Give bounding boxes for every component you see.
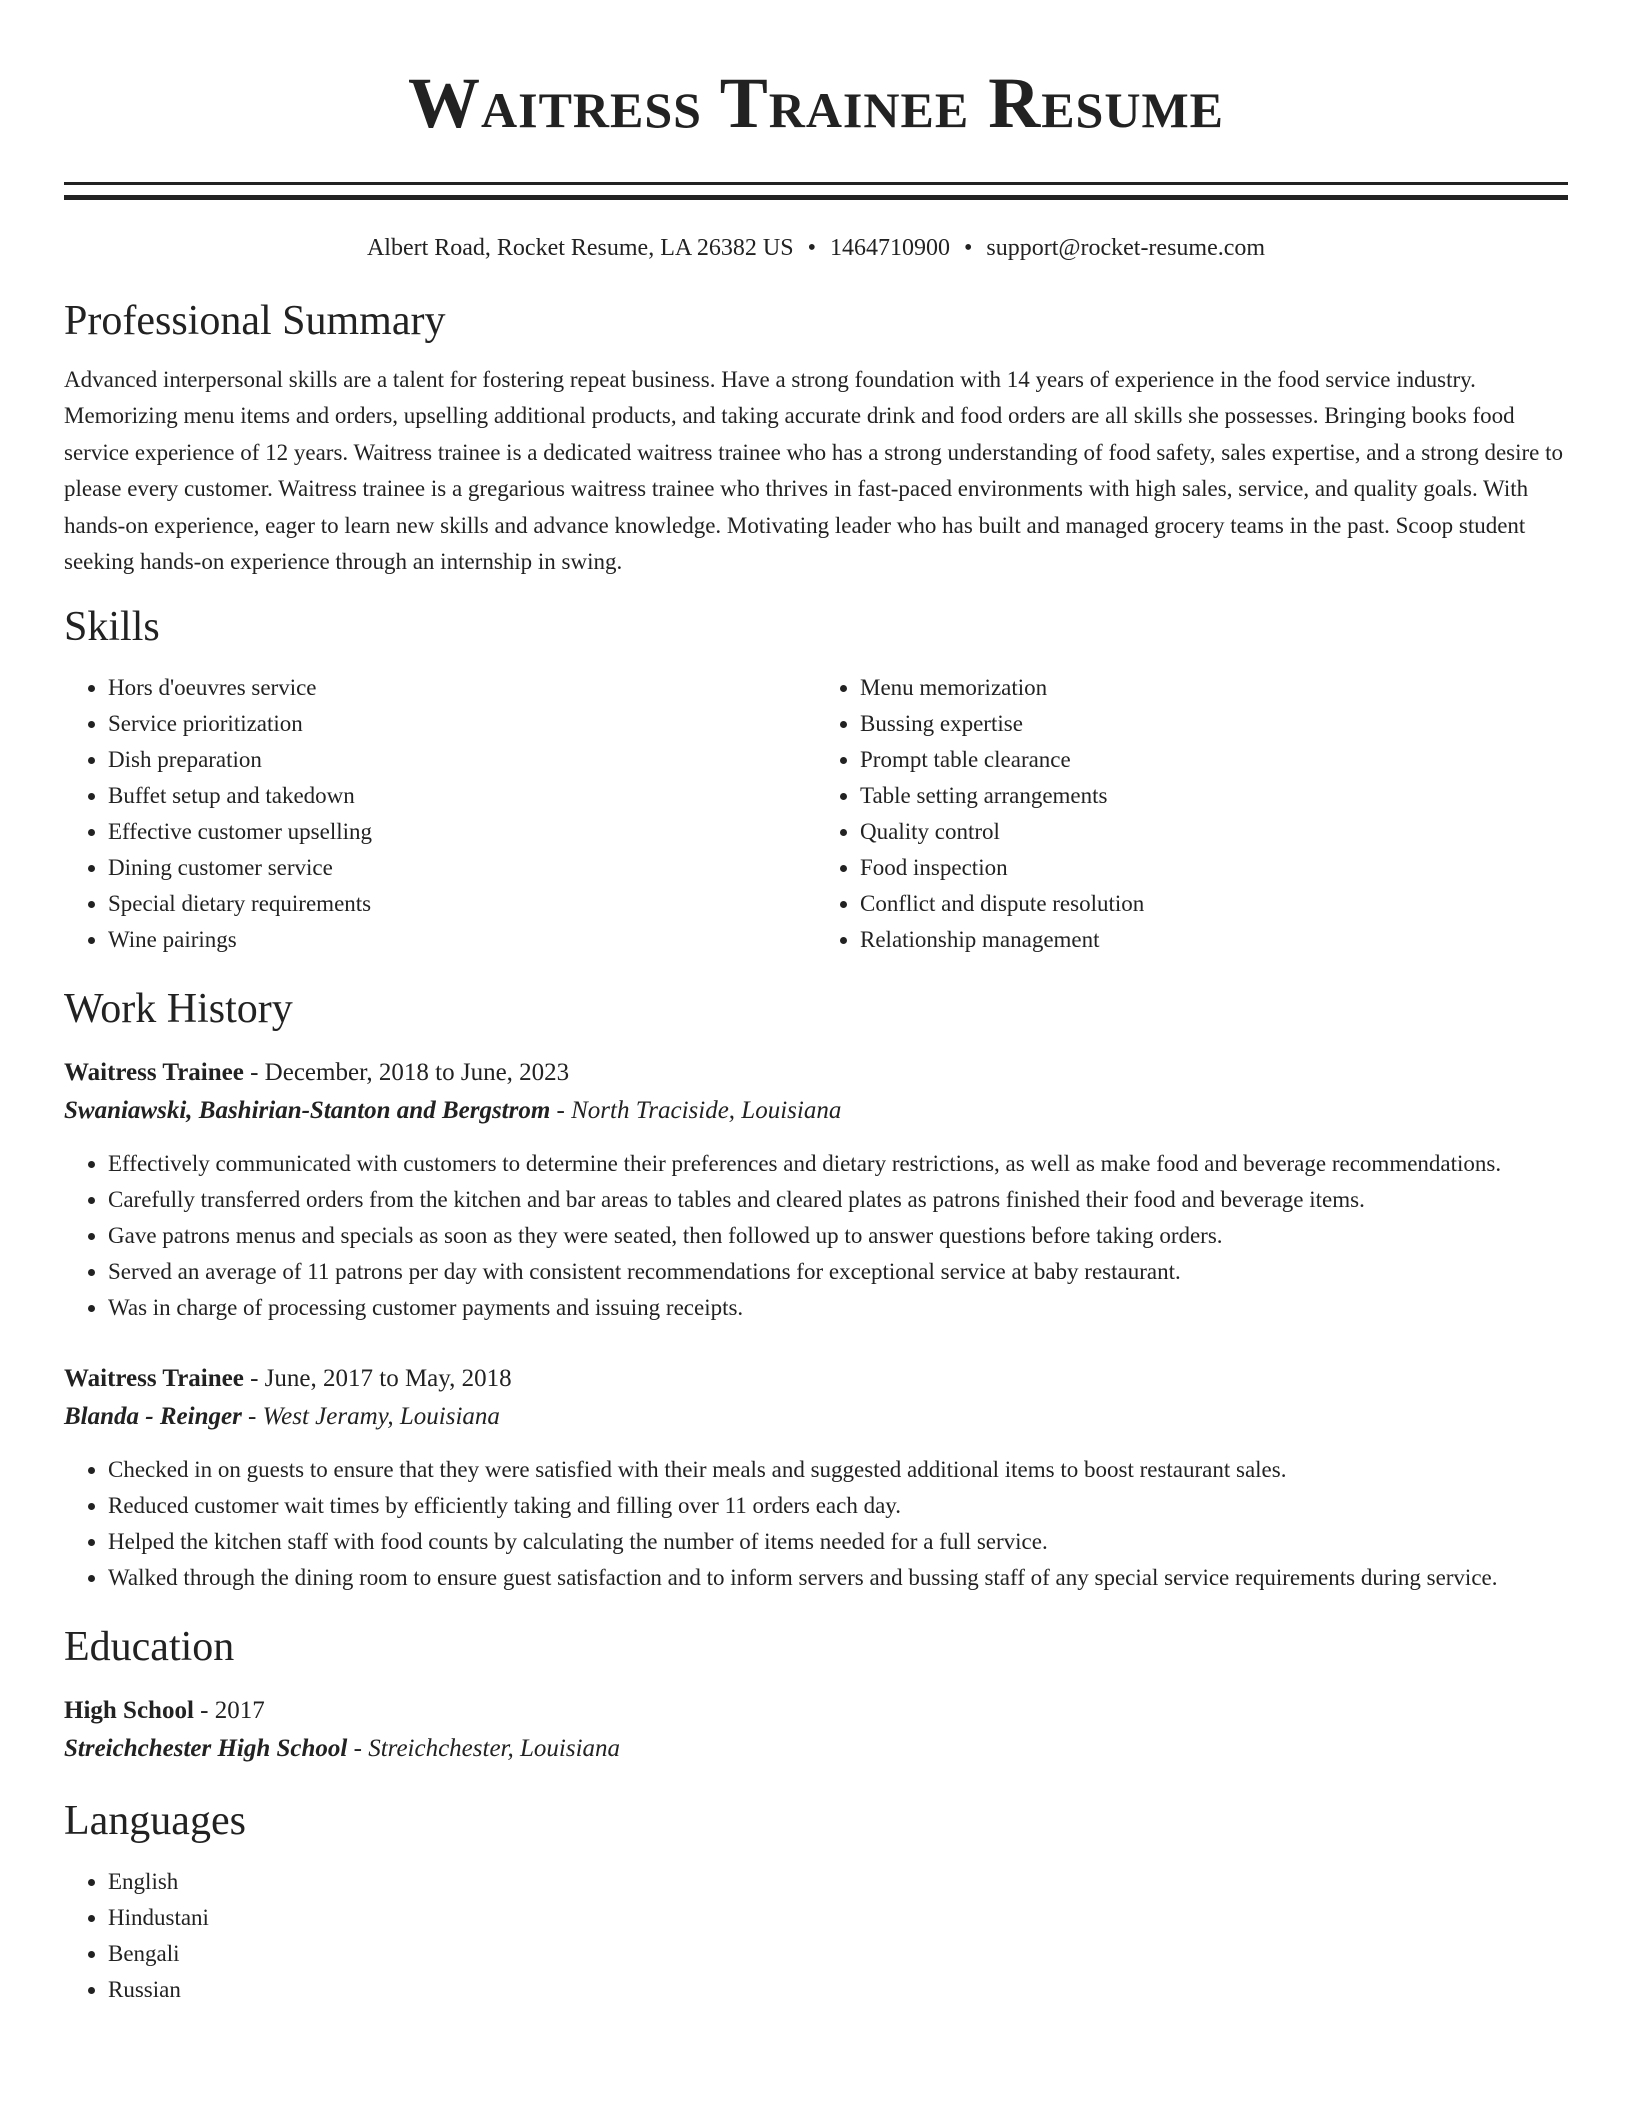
language-item: • Bengali bbox=[108, 1936, 1568, 1972]
job-bullet: • Effectively communicated with customers to determine their preferences and dietary restrictions, as well as make food and beverage recommendations. bbox=[108, 1146, 1568, 1182]
job-company-line bbox=[64, 1398, 1568, 1436]
skills-columns bbox=[64, 670, 1568, 958]
title-divider bbox=[64, 182, 1568, 200]
section-heading: Work History bbox=[64, 986, 293, 1033]
skill-item: • Wine pairings bbox=[108, 922, 816, 958]
job-bullet: • Helped the kitchen staff with food counts by calculating the number of items needed for a full service. bbox=[108, 1524, 1568, 1560]
job-bullets bbox=[64, 1452, 1568, 1596]
job-bullet: • Walked through the dining room to ensure guest satisfaction and to inform servers and bussing staff of any special service requirements during service. bbox=[108, 1560, 1568, 1596]
skill-item: • Buffet setup and takedown bbox=[108, 778, 816, 814]
job-bullets bbox=[64, 1146, 1568, 1326]
skill-item: • Food inspection bbox=[860, 850, 1568, 886]
section-heading: Skills bbox=[64, 604, 160, 651]
skills-list-right bbox=[816, 670, 1568, 958]
skill-item: • Hors d'oeuvres service bbox=[108, 670, 816, 706]
language-item: • English bbox=[108, 1864, 1568, 1900]
job-bullet: • Carefully transferred orders from the kitchen and bar areas to tables and cleared plates as patrons finished their food and beverage items. bbox=[108, 1182, 1568, 1218]
job-dates: - December, 2018 to June, 2023 bbox=[243, 1059, 570, 1087]
job-bullet: • Was in charge of processing customer payments and issuing receipts. bbox=[108, 1290, 1568, 1326]
professional-summary-section bbox=[64, 296, 1568, 580]
job-title: Waitress Trainee bbox=[64, 1059, 244, 1087]
job-entry bbox=[64, 1360, 1568, 1596]
job-location: - North Traciside, Louisiana bbox=[550, 1097, 842, 1125]
languages-section bbox=[64, 1796, 1568, 2008]
job-bullet: • Reduced customer wait times by efficiently taking and filling over 11 orders each day. bbox=[108, 1488, 1568, 1524]
skill-item: • Service prioritization bbox=[108, 706, 816, 742]
section-heading: Professional Summary bbox=[64, 298, 446, 344]
skill-item: • Special dietary requirements bbox=[108, 886, 816, 922]
skill-item: • Effective customer upselling bbox=[108, 814, 816, 850]
skill-item: • Table setting arrangements bbox=[860, 778, 1568, 814]
job-title: Waitress Trainee bbox=[64, 1365, 244, 1393]
skill-item: • Conflict and dispute resolution bbox=[860, 886, 1568, 922]
job-dates: - June, 2017 to May, 2018 bbox=[243, 1365, 512, 1393]
job-entry bbox=[64, 1054, 1568, 1326]
job-title-line bbox=[64, 1360, 1568, 1398]
job-bullet: • Checked in on guests to ensure that they were satisfied with their meals and suggested additional items to boost restaurant sales. bbox=[108, 1452, 1568, 1488]
languages-list bbox=[64, 1864, 1568, 2008]
job-company: Blanda - Reinger bbox=[64, 1403, 242, 1431]
contact-email: support@rocket-resume.com bbox=[986, 235, 1266, 261]
contact-separator: • bbox=[963, 235, 973, 261]
job-location: - West Jeramy, Louisiana bbox=[241, 1403, 500, 1431]
education-year: - 2017 bbox=[193, 1697, 265, 1725]
skill-item: • Prompt table clearance bbox=[860, 742, 1568, 778]
skill-item: • Dish preparation bbox=[108, 742, 816, 778]
contact-phone: 1464710900 bbox=[829, 235, 950, 261]
job-company: Swaniawski, Bashirian-Stanton and Bergstrom bbox=[64, 1097, 551, 1125]
education-degree: High School bbox=[64, 1697, 194, 1725]
skills-list-left bbox=[64, 670, 816, 958]
skill-item: • Dining customer service bbox=[108, 850, 816, 886]
job-bullet: • Gave patrons menus and specials as soon as they were seated, then followed up to answer questions before taking orders. bbox=[108, 1218, 1568, 1254]
education-degree-line bbox=[64, 1692, 1568, 1730]
education-location: - Streichchester, Louisiana bbox=[347, 1735, 621, 1763]
skills-section bbox=[64, 602, 1568, 958]
contact-line bbox=[64, 230, 1568, 266]
contact-separator: • bbox=[807, 235, 816, 261]
section-heading: Education bbox=[64, 1624, 235, 1671]
summary-text: Advanced interpersonal skills are a talent for fostering repeat business. Have a strong foundation with 14 years of experience in the food service industry. Memorizing menu items and orders, upselling additional products, and taking accurate drink and food orders are all skills she possesses. Bringing books food service experience of 12 years. Waitress trainee is a dedicated waitress trainee who has a strong understanding of food safety, sales expertise, and a strong desire to please every customer. Waitress trainee is a gregarious waitress trainee who thrives in fast-paced environments with high sales, service, and quality goals. With hands-on experience, eager to learn new skills and advance knowledge. Motivating leader who has built and managed grocery teams in the past. Scoop student seeking hands-on experience through an internship in swing. bbox=[64, 367, 1563, 575]
job-title-line bbox=[64, 1054, 1568, 1092]
job-bullet: • Served an average of 11 patrons per day with consistent recommendations for exceptional service at baby restaurant. bbox=[108, 1254, 1568, 1290]
skill-item: • Quality control bbox=[860, 814, 1568, 850]
resume-title: Waitress Trainee Resume bbox=[408, 63, 1224, 143]
work-history-section bbox=[64, 984, 1568, 1596]
language-item: • Hindustani bbox=[108, 1900, 1568, 1936]
skill-item: • Menu memorization bbox=[860, 670, 1568, 706]
contact-address: Albert Road, Rocket Resume, LA 26382 US bbox=[366, 235, 794, 261]
job-company-line bbox=[64, 1092, 1568, 1130]
language-item: • Russian bbox=[108, 1972, 1568, 2008]
section-heading: Languages bbox=[64, 1798, 246, 1845]
education-entry bbox=[64, 1692, 1568, 1768]
education-section bbox=[64, 1622, 1568, 1768]
education-school-line bbox=[64, 1730, 1568, 1768]
skill-item: • Relationship management bbox=[860, 922, 1568, 958]
education-school: Streichchester High School bbox=[64, 1735, 348, 1763]
skill-item: • Bussing expertise bbox=[860, 706, 1568, 742]
